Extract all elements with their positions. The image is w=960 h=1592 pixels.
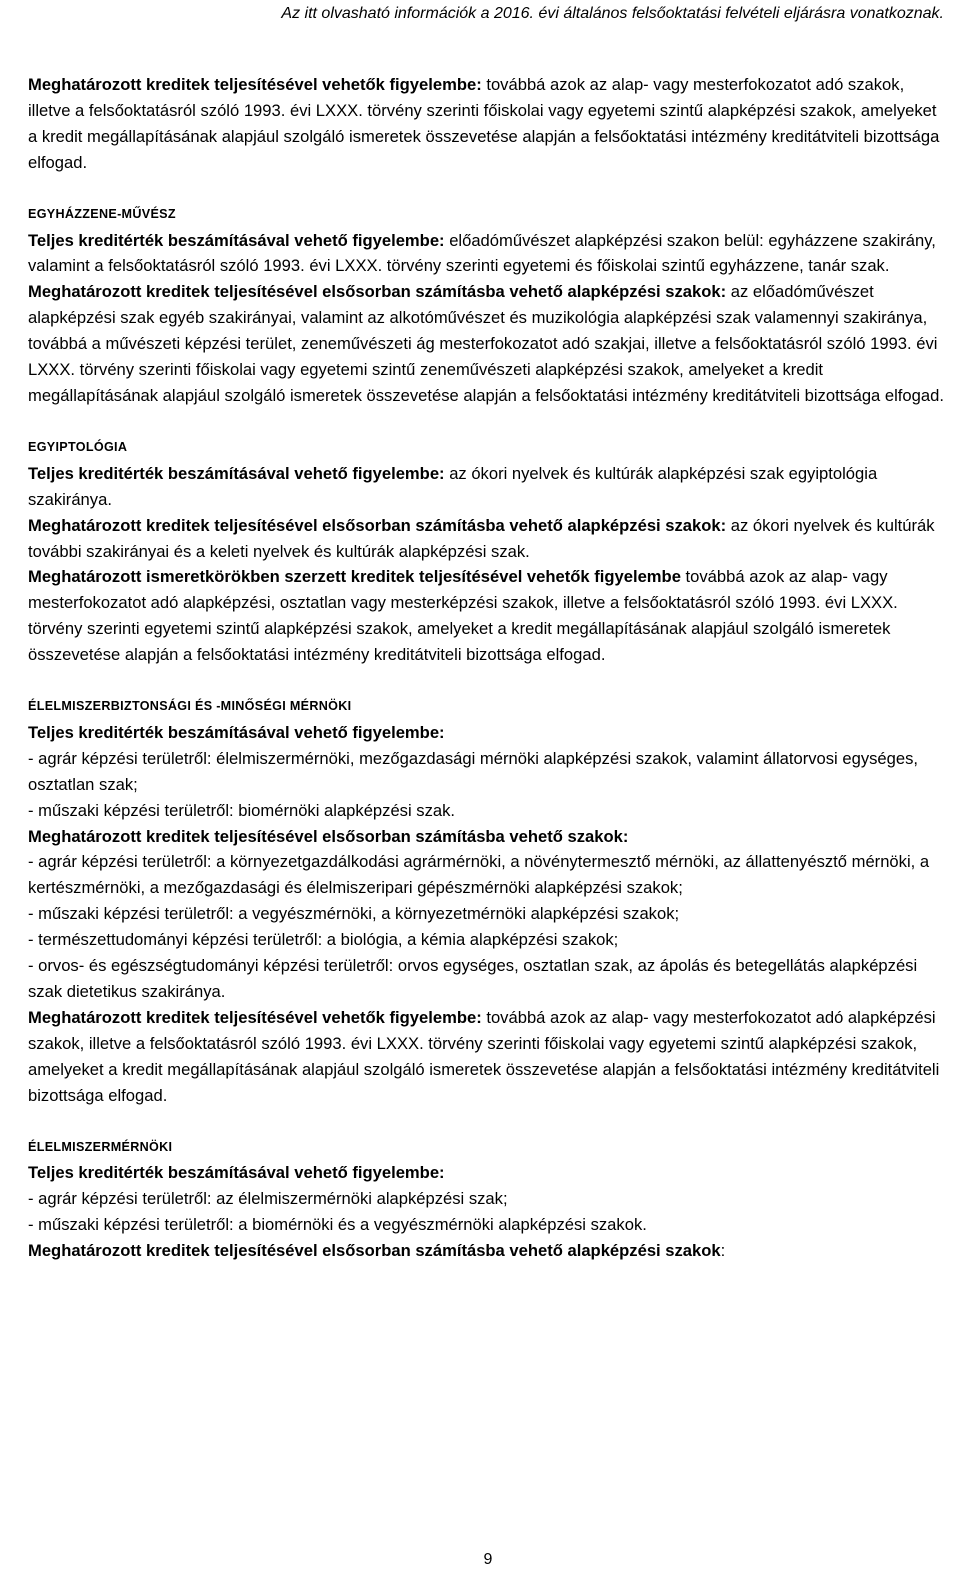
partial-credit-label-line — [28, 824, 946, 850]
partial-credit-label: Meghatározott kreditek teljesítésével elsősorban számításba vehető alapképzési szakok: — [28, 515, 727, 535]
section-elelmiszermernoki — [28, 1135, 946, 1265]
section-title: ÉLELMISZERBIZTONSÁGI ÉS -MINŐSÉGI MÉRNÖKI — [28, 699, 352, 714]
extra-credit-label: Meghatározott kreditek teljesítésével vehetők figyelembe: — [28, 1007, 482, 1027]
full-credit-paragraph — [28, 228, 946, 280]
list-item: - műszaki képzési területről: biomérnöki alapképzési szak. — [28, 800, 456, 820]
list-item: - természettudományi képzési területről: a biológia, a kémia alapképzési szakok; — [28, 930, 619, 950]
intro-bold-label: Meghatározott kreditek teljesítésével vehetők figyelembe: — [28, 75, 482, 94]
partial-credit-paragraph — [28, 513, 946, 565]
section-egyhazzene — [28, 202, 946, 409]
page-header: Az itt olvasható információk a 2016. évi általános felsőoktatási felvételi eljárásra vonatkoznak. — [281, 5, 944, 22]
partial-credit-label: Meghatározott kreditek teljesítésével elsősorban számításba vehető alapképzési szakok — [28, 1241, 721, 1261]
partial-credit-label: Meghatározott kreditek teljesítésével elsősorban számításba vehető szakok: — [28, 826, 629, 846]
list-item: - agrár képzési területről: a környezetgazdálkodási agrármérnöki, a növénytermesztő mérnöki, az állattenyésztő mérnöki, a kertészmérnöki, a mezőgazdasági és élelmiszeripari gépészmérnöki alapképzési szakok; — [28, 852, 930, 898]
partial-credit-label-line — [28, 1238, 946, 1264]
section-elelmiszerbiztonsagi — [28, 694, 946, 1109]
section-title: ÉLELMISZERMÉRNÖKI — [28, 1139, 173, 1154]
full-credit-label-line — [28, 720, 946, 746]
section-title: EGYHÁZZENE-MŰVÉSZ — [28, 206, 176, 221]
document-body — [28, 72, 946, 1264]
list-item: - műszaki képzési területről: a biomérnöki és a vegyészmérnöki alapképzési szakok. — [28, 1215, 647, 1235]
extra-credit-text: továbbá azok az alap- vagy mesterfokozatot adó alapképzési szakok, illetve a felsőoktatásról szóló 1993. évi LXXX. törvény szerinti főiskolai vagy egyetemi szintű alapképzési szakok, amelyeket a kredit megállapításának alapjául szolgáló ismeretek összevetése alapján a felsőoktatási intézmény kreditátviteli bizottsága elfogad. — [28, 1007, 940, 1105]
list-item: - agrár képzési területről: élelmiszermérnöki, mezőgazdasági mérnöki alapképzési szakok, valamint állatorvosi egységes, osztatlan szak; — [28, 748, 919, 794]
list-item: - orvos- és egészségtudományi képzési területről: orvos egységes, osztatlan szak, az ápolás és betegellátás alapképzési szak dietetikus szakiránya. — [28, 956, 918, 1001]
full-credit-label: Teljes kreditérték beszámításával vehető figyelembe: — [28, 1163, 445, 1183]
full-credit-label: Teljes kreditérték beszámításával vehető figyelembe: — [28, 463, 445, 483]
section-title: EGYIPTOLÓGIA — [28, 439, 128, 454]
extra-credit-paragraph — [28, 1005, 946, 1109]
extra-credit-paragraph — [28, 564, 946, 668]
partial-credit-label: Meghatározott kreditek teljesítésével elsősorban számításba vehető alapképzési szakok: — [28, 282, 727, 302]
full-credit-text: az ókori nyelvek és kultúrák alapképzési szak egyiptológia szakiránya. — [28, 463, 878, 509]
full-credit-label: Teljes kreditérték beszámításával vehető figyelembe: — [28, 230, 445, 250]
intro-paragraph — [28, 72, 946, 176]
partial-credit-paragraph — [28, 279, 946, 409]
full-credit-label-line — [28, 1160, 946, 1186]
list-item: - műszaki képzési területről: a vegyészmérnöki, a környezetmérnöki alapképzési szakok; — [28, 904, 680, 924]
intro-text: továbbá azok az alap- vagy mesterfokozatot adó szakok, illetve a felsőoktatásról szóló 1993. évi LXXX. törvény szerinti főiskolai vagy egyetemi szintű alapképzési szakok, amelyeket a kredit megállapításának alapjául szolgáló ismeretek összevetése alapján a felsőoktatási intézmény kreditátviteli bizottsága elfogad. — [28, 75, 940, 172]
page-number: 9 — [483, 1551, 493, 1568]
extra-credit-label: Meghatározott ismeretkörökben szerzett kreditek teljesítésével vehetők figyelembe — [28, 567, 681, 587]
full-credit-paragraph — [28, 461, 946, 513]
list-item: - agrár képzési területről: az élelmiszermérnöki alapképzési szak; — [28, 1189, 508, 1209]
extra-credit-text: továbbá azok az alap- vagy mesterfokozatot adó alapképzési, osztatlan vagy mesterképzési szakok, illetve a felsőoktatásról szóló 1993. évi LXXX. törvény szerinti egyetemi szintű alapképzési szakok, amelyeket a kredit megállapításának alapjául szolgáló ismeretek összevetése alapján a felsőoktatási intézmény kreditátviteli bizottsága elfogad. — [28, 567, 898, 665]
full-credit-text: előadóművészet alapképzési szakon belül: egyházzene szakirány, valamint a felsőoktatásról szóló 1993. évi LXXX. törvény szerinti egyetemi és főiskolai szintű egyházzene, tanár szak. — [28, 230, 936, 276]
full-credit-label: Teljes kreditérték beszámításával vehető figyelembe: — [28, 722, 445, 742]
partial-credit-text: az előadóművészet alapképzési szak egyéb szakirányai, valamint az alkotóművészet és muzikológia alapképzési szak valamennyi szakiránya, továbbá a művészeti képzési terület, zeneművészeti ág mesterfokozatot adó szakjai, illetve a felsőoktatásról szóló 1993. évi LXXX. törvény szerinti főiskolai vagy egyetemi szintű zeneművészeti alapképzési szakok, amelyeket a kredit megállapításának alapjául szolgáló ismeretek összevetése alapján a felsőoktatási intézmény kreditátviteli bizottsága elfogad. — [28, 282, 944, 405]
partial-credit-text: az ókori nyelvek és kultúrák további szakirányai és a keleti nyelvek és kultúrák alapképzési szak. — [28, 515, 935, 561]
partial-credit-colon: : — [720, 1241, 726, 1261]
section-egyiptologia — [28, 435, 946, 668]
